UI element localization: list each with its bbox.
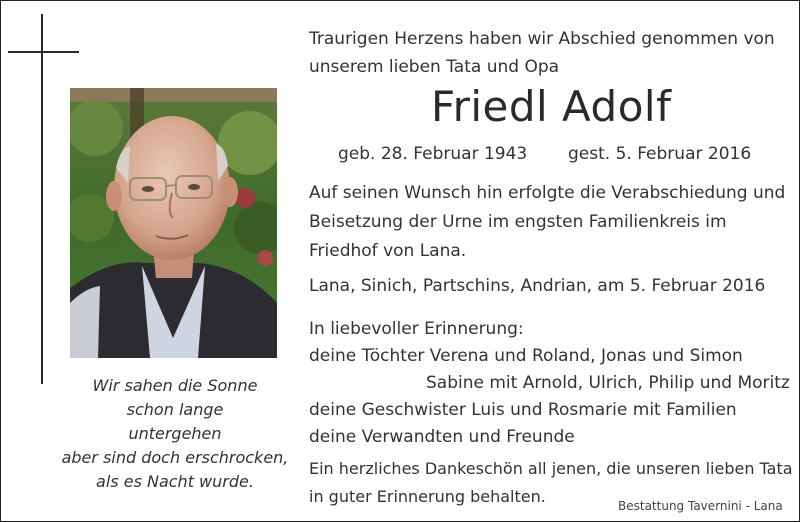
mourner-line: deine Töchter Verena und Roland, Jonas und Simon xyxy=(309,346,743,366)
intro-text xyxy=(309,25,775,81)
portrait-photo xyxy=(70,88,277,358)
cross-horizontal-bar xyxy=(8,51,79,53)
thanks-line: in guter Erinnerung behalten. xyxy=(309,487,546,506)
places-and-date: Lana, Sinich, Partschins, Andrian, am 5. Februar 2016 xyxy=(309,276,766,296)
memory-heading: In liebevoller Erinnerung: xyxy=(309,319,524,339)
intro-line: Traurigen Herzens haben wir Abschied genommen von xyxy=(309,29,775,49)
poem-line: schon lange xyxy=(126,400,224,419)
poem-line: Wir sahen die Sonne xyxy=(92,376,258,395)
funeral-home-credit: Bestattung Tavernini - Lana xyxy=(618,499,783,513)
cross-vertical-bar xyxy=(41,14,43,384)
wish-line: Beisetzung der Urne im engsten Familienkreis im xyxy=(309,212,727,232)
poem-line: untergehen xyxy=(128,424,222,443)
deceased-name: Friedl Adolf xyxy=(431,82,672,131)
birth-date: geb. 28. Februar 1943 xyxy=(338,144,528,164)
mourner-line: Sabine mit Arnold, Ulrich, Philip und Moritz xyxy=(426,373,790,393)
thanks-line: Ein herzliches Dankeschön all jenen, die unseren lieben Tata xyxy=(309,459,793,478)
poem-line: als es Nacht wurde. xyxy=(96,472,254,491)
intro-line: unserem lieben Tata und Opa xyxy=(309,57,560,77)
wish-line: Friedhof von Lana. xyxy=(309,241,467,261)
poem xyxy=(40,374,310,494)
death-date: gest. 5. Februar 2016 xyxy=(568,144,752,164)
poem-line: aber sind doch erschrocken, xyxy=(61,448,289,467)
mourner-line: deine Verwandten und Freunde xyxy=(309,427,575,447)
funeral-wish-text xyxy=(309,179,785,266)
wish-line: Auf seinen Wunsch hin erfolgte die Verabschiedung und xyxy=(309,183,786,203)
mourners-list xyxy=(309,316,790,451)
mourner-line: deine Geschwister Luis und Rosmarie mit Familien xyxy=(309,400,737,420)
